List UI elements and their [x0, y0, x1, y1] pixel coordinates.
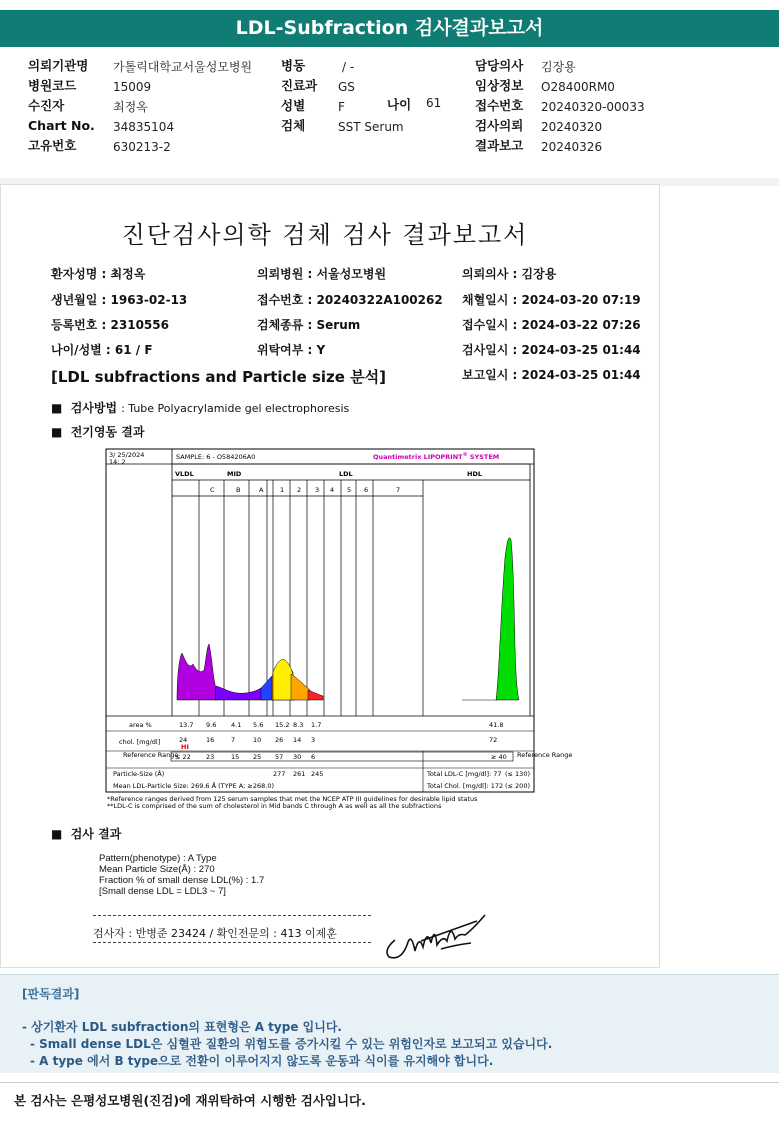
particle-row [273, 770, 323, 778]
areaRow-cell: 1.7 [311, 721, 322, 729]
cholRow-cell: 26 [275, 736, 284, 744]
footer [0, 1082, 779, 1128]
cholRow-cell: 3 [311, 736, 316, 744]
report-field: 의뢰의사 : 김장용 [462, 267, 557, 281]
ref-label-left-text: Reference Range [123, 751, 179, 759]
report-field: 접수번호 : 20240322A100262 [257, 293, 443, 307]
particle-label: Particle-Size (Å) [113, 770, 165, 778]
total-chol: Total Chol. [mg/dl]: 172 [427, 782, 504, 790]
value: SST Serum [338, 120, 404, 134]
section-title: [LDL subfractions and Particle size 분석] [51, 368, 387, 386]
refRow-cell: 57 [275, 753, 284, 761]
partRow-cell: 245 [311, 770, 324, 778]
areaRow-cell: 5.6 [253, 721, 264, 729]
band-1: 1 [280, 486, 285, 494]
cholRow-cell: 24 [179, 736, 188, 744]
report-field: 생년월일 : 1963-02-13 [51, 293, 188, 307]
electrophoresis-chart [105, 448, 573, 810]
method-label: 검사방법 [70, 401, 118, 415]
judgement-line: - 상기환자 LDL subfraction의 표현형은 A type 입니다. [22, 1020, 342, 1034]
value: 20240326 [541, 140, 603, 154]
footnote-2: **LDL-C is comprised of the sum of cholesterol in Mid bands C through A as well as all the subfractions [107, 802, 442, 810]
value: O28400RM0 [541, 80, 615, 94]
group-mid: MID [227, 470, 242, 478]
report-field: 등록번호 : 2310556 [51, 318, 169, 332]
result-text: [Small dense LDL = LDL3 ~ 7] [99, 886, 226, 897]
dash-line [93, 942, 371, 943]
method-value: : Tube Polyacrylamide gel electrophoresis [121, 402, 350, 415]
ref-label-right: Reference Range [517, 751, 573, 759]
age-value: 61 [426, 96, 442, 110]
result-line: ■ 검사 결과 [51, 827, 122, 841]
value: 34835104 [113, 120, 175, 134]
label: 임상정보 [475, 78, 524, 93]
header-col3-values [541, 56, 645, 156]
result-label: 검사 결과 [70, 827, 122, 841]
label: 병동 [281, 58, 306, 73]
cholRow-cell: 10 [253, 736, 262, 744]
value: GS [338, 80, 355, 94]
cholRow-cell: 16 [206, 736, 215, 744]
result-text: Pattern(phenotype) : A Type [99, 853, 217, 864]
total-ldl-ref: (≤ 130) [505, 770, 530, 778]
header-col2 [281, 55, 317, 135]
chol-label: chol. [mg/dl] [119, 738, 161, 746]
dash-line [93, 915, 371, 916]
value: 630213-2 [113, 140, 171, 154]
value: / - [342, 60, 355, 74]
refRow-cell: 6 [311, 753, 316, 761]
footer-text: 본 검사는 은평성모병원(진검)에 재위탁하여 시행한 검사입니다. [14, 1093, 366, 1108]
areaRow-cell: 15.2 [275, 721, 290, 729]
value: 김장용 [541, 60, 576, 74]
total-chol-ref: (≤ 200) [505, 782, 530, 790]
mean-label: Mean LDL-Particle Size: 269.6 Å (TYPE A; ≥268.0) [113, 782, 274, 790]
report-field: 채혈일시 : 2024-03-20 07:19 [462, 293, 641, 307]
label: Chart No. [28, 118, 95, 133]
chart-brand-reg: ® [462, 452, 468, 458]
report-date: 보고일시 : 2024-03-25 01:44 [462, 368, 641, 382]
chart-date: 3/ 25/2024 [109, 451, 145, 459]
footnote-1: *Reference ranges derived from 125 serum samples that met the NCEP ATP III guidelines for desirable lipid status [107, 795, 478, 803]
areaRow-cell: 9.6 [206, 721, 217, 729]
band-7: 7 [396, 486, 401, 494]
group-hdl: HDL [467, 470, 482, 478]
chart-time: 14: 2 [109, 458, 126, 466]
cholRow-cell: 72 [489, 736, 498, 744]
cholRow-cell: 14 [293, 736, 302, 744]
chart-brand-suffix: SYSTEM [467, 453, 500, 461]
band-b: B [236, 486, 241, 494]
partRow-cell: 277 [273, 770, 286, 778]
band-3: 3 [315, 486, 320, 494]
label: 고유번호 [28, 138, 77, 153]
value: F [338, 100, 345, 114]
value: 20240320-00033 [541, 100, 645, 114]
hi-flag: HI [181, 743, 189, 751]
refRow-cell: 25 [253, 753, 262, 761]
chart-brand [373, 452, 499, 461]
label: 의뢰기관명 [28, 58, 89, 73]
report-image [0, 184, 660, 968]
band-4: 4 [330, 486, 335, 494]
signature-stroke [387, 915, 485, 958]
refRow-cell: 15 [231, 753, 240, 761]
judgement-title: [판독결과] [22, 987, 80, 1001]
value: 최정옥 [113, 100, 148, 114]
ref-label-left [123, 751, 178, 759]
report-field: 위탁여부 : Y [257, 343, 326, 357]
judgement-line: - A type 에서 B type으로 전환이 이루어지지 않도록 운동과 식이를 유지해야 합니다. [30, 1054, 494, 1068]
cholRow-cell: 7 [231, 736, 236, 744]
label: 접수번호 [475, 98, 524, 113]
refRow-cell: 30 [293, 753, 302, 761]
partRow-cell: 261 [293, 770, 306, 778]
areaRow-cell: 8.3 [293, 721, 304, 729]
header-col1-values [113, 56, 252, 156]
refRow-cell: ≥ 40 [491, 753, 507, 761]
report-field: 검체종류 : Serum [257, 318, 361, 332]
header-col3 [475, 55, 523, 155]
header-col1 [28, 55, 95, 155]
label: 검체 [281, 118, 306, 133]
label: 병원코드 [28, 78, 77, 93]
report-field: 의뢰병원 : 서울성모병원 [257, 267, 387, 281]
report-field: 환자성명 : 최정옥 [51, 267, 146, 281]
judgement-line: - Small dense LDL은 심혈관 질환의 위험도를 증가시킬 수 있는 위험인자로 보고되고 있습니다. [30, 1037, 553, 1051]
areaRow-cell: 4.1 [231, 721, 242, 729]
areaRow-cell: 41.8 [489, 721, 504, 729]
result-block [99, 853, 264, 897]
electro-label: 전기영동 결과 [70, 425, 145, 439]
value: 15009 [113, 80, 152, 94]
band-c: C [210, 486, 215, 494]
signature [381, 905, 501, 965]
band-a: A [259, 486, 264, 494]
banner-title: LDL-Subfraction 검사결과보고서 [0, 10, 779, 47]
group-vldl: VLDL [175, 470, 194, 478]
method-line: ■ 검사방법 : Tube Polyacrylamide gel electrophoresis [51, 401, 350, 415]
report-field: 검사일시 : 2024-03-25 01:44 [462, 343, 641, 357]
label: 담당의사 [475, 58, 524, 73]
report-field: 접수일시 : 2024-03-22 07:26 [462, 318, 641, 332]
refRow-cell: ≤ 22 [175, 753, 191, 761]
band-5: 5 [347, 486, 352, 494]
report-field: 나이/성별 : 61 / F [51, 343, 153, 357]
areaRow-cell: 13.7 [179, 721, 194, 729]
label: 성별 [281, 98, 306, 113]
age-label: 나이 [387, 97, 412, 112]
chart-sample: SAMPLE: 6 - O584206A0 [176, 453, 256, 461]
label: 결과보고 [475, 138, 524, 153]
electro-line: ■ 전기영동 결과 [51, 425, 145, 439]
chart-frame [106, 449, 534, 792]
result-text: Fraction % of small dense LDL(%) : 1.7 [99, 875, 265, 886]
refRow-cell: 23 [206, 753, 215, 761]
group-ldl: LDL [339, 470, 353, 478]
label: 검사의뢰 [475, 118, 524, 133]
chart-brand-name: Quantimetrix LIPOPRINT [373, 453, 463, 461]
band-6: 6 [364, 486, 369, 494]
label: 수진자 [28, 98, 65, 113]
top-strip [0, 0, 779, 10]
total-ldl: Total LDL-C [mg/dl]: 77 [427, 770, 502, 778]
report-title: 진단검사의학 검체 검사 결과보고서 [121, 221, 529, 249]
value: 20240320 [541, 120, 603, 134]
judgement-panel [0, 974, 779, 1073]
label: 진료과 [281, 78, 318, 93]
value: 가톨릭대학교서울성모병원 [113, 60, 253, 74]
result-text: Mean Particle Size(Å) : 270 [99, 864, 215, 875]
band-2: 2 [297, 486, 302, 494]
area-label: area % [129, 721, 152, 729]
inspector-line: 검사자 : 반병준 23424 / 확인전문의 : 413 이제훈 [93, 927, 337, 940]
